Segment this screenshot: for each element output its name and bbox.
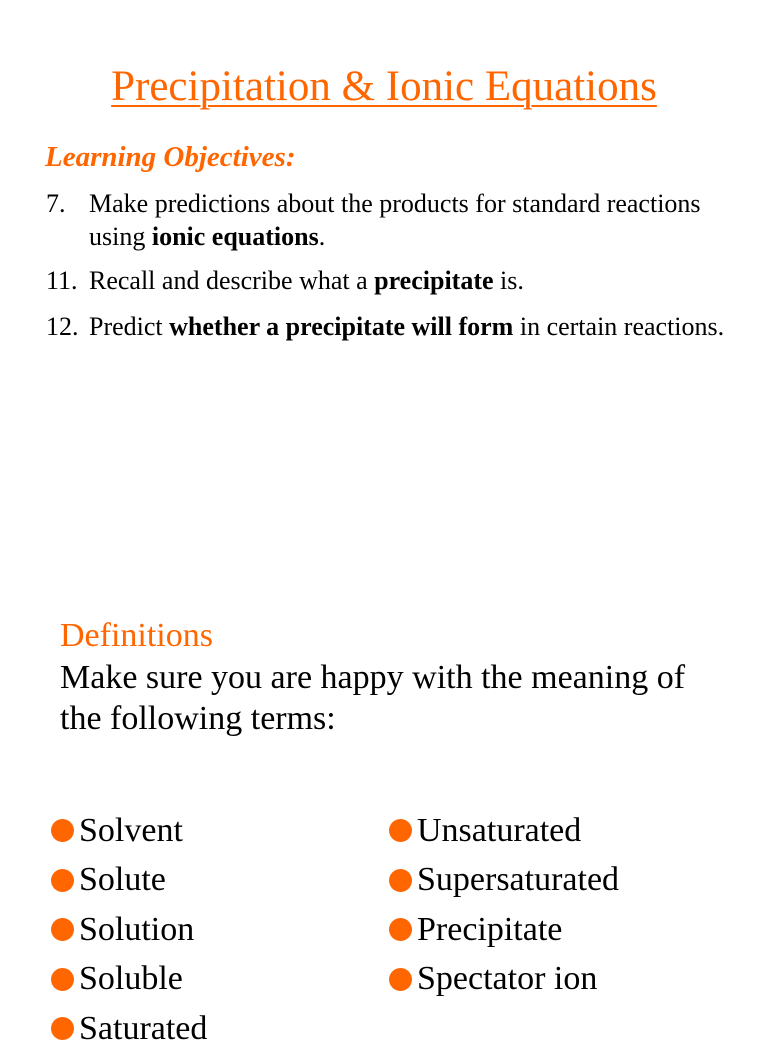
objective-item <box>46 264 726 297</box>
bullet-icon <box>389 918 412 941</box>
term-label: Solvent <box>79 811 183 849</box>
term-label: Supersaturated <box>417 861 620 899</box>
bullet-icon <box>389 968 412 991</box>
term-item <box>385 856 619 906</box>
objective-text-part: is. <box>493 266 524 295</box>
term-item <box>47 1004 207 1054</box>
term-item <box>47 806 207 856</box>
terms-list-right <box>385 806 619 1004</box>
bullet-icon <box>51 869 74 892</box>
term-label: Precipitate <box>417 910 563 948</box>
objective-text-part: . <box>318 222 326 251</box>
bullet-icon <box>389 869 412 892</box>
objective-keyword: ionic equations <box>151 222 319 251</box>
objective-number: 7. <box>46 189 66 218</box>
objective-text-part: in certain reactions. <box>513 312 725 341</box>
objective-text-part: Recall and describe what a <box>89 266 375 295</box>
objectives-heading: Learning Objectives: <box>45 141 296 173</box>
bullet-icon <box>389 819 412 842</box>
objective-item <box>46 187 726 253</box>
term-item <box>385 955 619 1005</box>
term-item <box>47 856 207 906</box>
objective-number: 11. <box>46 266 78 295</box>
terms-list-left <box>47 806 207 1054</box>
objective-keyword: precipitate <box>374 266 494 295</box>
term-label: Spectator ion <box>417 960 598 998</box>
bullet-icon <box>51 918 74 941</box>
objective-text <box>89 264 726 297</box>
bullet-icon <box>51 819 74 842</box>
objective-text-part: Make predictions about the products for standard reactions using <box>89 189 701 251</box>
term-item <box>385 905 619 955</box>
term-label: Soluble <box>79 960 183 998</box>
objective-text-part: Predict <box>89 312 170 341</box>
term-item <box>47 955 207 1005</box>
bullet-icon <box>51 1017 74 1040</box>
objective-text <box>89 187 726 253</box>
definitions-heading: Definitions <box>60 617 213 654</box>
term-label: Unsaturated <box>417 811 582 849</box>
page-title: Precipitation & Ionic Equations <box>111 63 657 110</box>
objective-keyword: whether a precipitate will form <box>169 312 514 341</box>
term-item <box>47 905 207 955</box>
term-label: Saturated <box>79 1009 208 1047</box>
term-label: Solution <box>79 910 195 948</box>
objective-item <box>46 310 726 343</box>
term-item <box>385 806 619 856</box>
objective-number: 12. <box>46 312 79 341</box>
definitions-intro: Make sure you are happy with the meaning of the following terms: <box>60 659 686 737</box>
term-label: Solute <box>79 861 166 899</box>
bullet-icon <box>51 968 74 991</box>
objective-text <box>89 310 726 343</box>
